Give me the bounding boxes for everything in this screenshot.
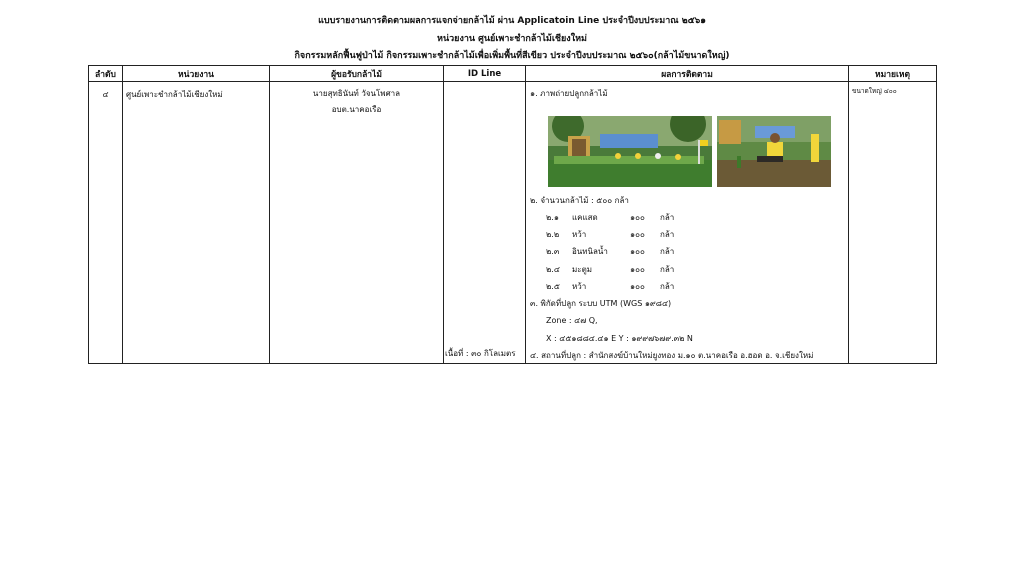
- recipient-name: นายสุทธินันท์ วัจนโพศาล: [312, 89, 401, 98]
- row-number: ๔: [102, 90, 109, 99]
- coordinate-zone: Zone : ๔๗ Q,: [546, 316, 598, 325]
- col-header-no: ลำดับ: [89, 66, 123, 82]
- species-row: ๒.๓ อินทนิลน้ำ ๑๐๐ กล้า: [546, 247, 675, 256]
- cell-unit: [123, 82, 270, 364]
- report-activity-title: กิจกรรมหลักฟื้นฟูป่าไม้ กิจกรรมเพาะชำกล้าไม้เพื่อเพิ่มพื้นที่สีเขียว ประจำปีงบประมาณ ๒๕๖๐(กล้าไม้ขนาดใหญ่): [294, 51, 730, 61]
- species-row: ๒.๑ แคแสด ๑๐๐ กล้า: [546, 213, 675, 222]
- report-title: แบบรายงานการติดตามผลการแจกจ่ายกล้าไม้ ผ่าน Applicatoin Line ประจำปีงบประมาณ ๒๕๖๑: [318, 16, 706, 26]
- photo-label: ๑. ภาพถ่ายปลูกกล้าไม้: [530, 89, 608, 98]
- col-header-note: หมายเหตุ: [849, 66, 937, 82]
- cell-result: [526, 82, 849, 364]
- col-header-recipient: ผู้ขอรับกล้าไม้: [270, 66, 444, 82]
- tracking-table: [88, 65, 937, 364]
- cell-note: [849, 82, 937, 364]
- species-row: ๒.๕ หว้า ๑๐๐ กล้า: [546, 282, 675, 291]
- cell-id-line: [444, 82, 526, 364]
- row-unit: ศูนย์เพาะชำกล้าไม้เชียงใหม่: [126, 90, 223, 99]
- cell-recipient: [270, 82, 444, 364]
- table-header-row: [89, 66, 937, 82]
- col-header-id-line: ID Line: [444, 66, 526, 82]
- recipient-org: อบต.นาคอเรือ: [331, 105, 382, 114]
- coordinate-title: ๓. พิกัดที่ปลูก ระบบ UTM (WGS ๑๙๘๔): [530, 299, 672, 308]
- planting-area: เนื้อที่ : ๓๐ กิโลเมตร: [445, 349, 516, 358]
- row-note: ขนาดใหญ่ ๔๐๐: [852, 87, 897, 95]
- cell-no: [89, 82, 123, 364]
- report-unit-title: หน่วยงาน ศูนย์เพาะชำกล้าไม้เชียงใหม่: [437, 34, 587, 44]
- planting-photo-2: [717, 116, 831, 187]
- planting-photo-1: [548, 116, 712, 187]
- coordinate-xy: X : ๔๕๑๘๘๔.๔๑ E Y : ๑๙๙๗๖๗๙.๓๒ N: [546, 334, 693, 343]
- planting-place: ๔. สถานที่ปลูก : สำนักสงฆ์บ้านใหม่ยูงทอง ม.๑๐ ต.นาคอเรือ อ.ฮอด อ. จ.เชียงใหม่: [530, 351, 814, 360]
- species-row: ๒.๔ มะตูม ๑๐๐ กล้า: [546, 265, 675, 274]
- row-id-line: [444, 82, 525, 90]
- table-row: [89, 82, 937, 364]
- col-header-unit: หน่วยงาน: [123, 66, 270, 82]
- species-row: ๒.๒ หว้า ๑๐๐ กล้า: [546, 230, 675, 239]
- quantity-title: ๒. จำนวนกล้าไม้ : ๕๐๐ กล้า: [530, 196, 629, 205]
- col-header-result: ผลการติดตาม: [526, 66, 849, 82]
